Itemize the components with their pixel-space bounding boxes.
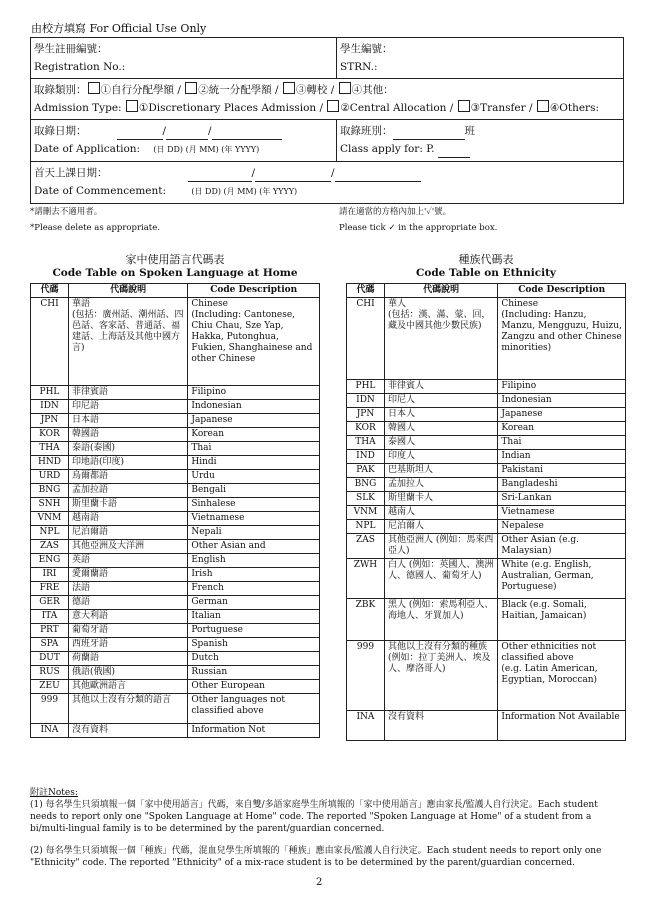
lang-cell-code: GER [31, 596, 69, 610]
class-label-en: Class apply for: P. [340, 143, 435, 155]
lang-code-table [30, 283, 320, 738]
eth-cell-desc-en: Indonesian [498, 394, 626, 408]
eth-row [347, 380, 626, 394]
appdate-line-en [34, 140, 333, 159]
lang-cell-desc-zh: 越南語 [68, 512, 187, 526]
lang-cell-desc-zh: 意大利語 [68, 610, 187, 624]
lang-row [31, 498, 320, 512]
eth-row [347, 478, 626, 492]
class-line-zh [340, 122, 620, 140]
lang-cell-code: VNM [31, 512, 69, 526]
option-transfer-en: ③Transfer / [470, 102, 536, 114]
lang-header-en: Code Description [188, 284, 320, 298]
lang-row [31, 582, 320, 596]
eth-cell-desc-zh: 斯里蘭卡人 [384, 492, 497, 506]
lang-cell-desc-zh: 斯里蘭卡語 [68, 498, 187, 512]
eth-table-title [346, 253, 626, 280]
eth-cell-desc-zh: 日本人 [384, 408, 497, 422]
eth-cell-desc-en: Sri-Lankan [498, 492, 626, 506]
reg-label-zh: 學生註冊編號： [34, 43, 108, 55]
lang-cell-code: URD [31, 470, 69, 484]
class-field[interactable] [393, 129, 465, 140]
eth-row [347, 559, 626, 599]
lang-cell-desc-en: Portuguese [188, 624, 320, 638]
lang-row [31, 512, 320, 526]
lang-cell-code: CHI [31, 298, 69, 386]
lang-cell-desc-zh: 其他歐洲語言 [68, 680, 187, 694]
lang-cell-code: BNG [31, 484, 69, 498]
lang-cell-desc-en: English [188, 554, 320, 568]
lang-cell-desc-zh: 英語 [68, 554, 187, 568]
appdate-label-en: Date of Application: [34, 143, 141, 155]
lang-cell-code: THA [31, 442, 69, 456]
lang-cell-code: RUS [31, 666, 69, 680]
option-transfer-zh: ③轉校 / [295, 84, 338, 96]
comm-month-field[interactable] [255, 171, 331, 182]
eth-cell-desc-en: Bangladeshi [498, 478, 626, 492]
lang-cell-desc-en: French [188, 582, 320, 596]
admission-cell [31, 79, 623, 119]
lang-cell-desc-zh: 孟加拉語 [68, 484, 187, 498]
lang-row [31, 526, 320, 540]
registration-cell [31, 38, 337, 78]
lang-row [31, 652, 320, 666]
comm-label-en: Date of Commencement: [34, 185, 167, 197]
eth-cell-code: INA [347, 711, 385, 741]
commencement-row [31, 162, 623, 203]
lang-cell-desc-zh: 沒有資料 [68, 724, 187, 738]
lang-cell-desc-en: Hindi [188, 456, 320, 470]
lang-header-zh: 代碼說明 [68, 284, 187, 298]
lang-cell-code: FRE [31, 582, 69, 596]
lang-row [31, 666, 320, 680]
lang-cell-desc-zh: 葡萄牙語 [68, 624, 187, 638]
lang-cell-code: HND [31, 456, 69, 470]
class-p-field[interactable] [438, 147, 470, 158]
lang-title-en: Code Table on Spoken Language at Home [52, 267, 298, 279]
eth-row [347, 534, 626, 559]
lang-row [31, 400, 320, 414]
eth-cell-code: IND [347, 450, 385, 464]
lang-cell-desc-zh: 其他亞洲及大洋洲 [68, 540, 187, 554]
admission-label-en: Admission Type: [34, 102, 125, 114]
eth-cell-desc-en: Korean [498, 422, 626, 436]
eth-cell-desc-zh: 其他亞洲人 (例如：馬來西亞人) [384, 534, 497, 559]
lang-cell-desc-en: Filipino [188, 386, 320, 400]
note-1: (1) 每名學生只須填報一個「家中使用語言」代碼，來自雙/多語家庭學生所填報的「家中使用語言」應由家長/監護人自行決定。Each student needs to report only one "Spoken Language at Home" code. The reported "Spoken Language at Home" of a student from a bi/multi-lingual family is to be determined by the parent/guardian concerned. [30, 800, 598, 834]
checkbox-central-en[interactable] [327, 100, 339, 112]
eth-cell-desc-en: Thai [498, 436, 626, 450]
lang-cell-desc-zh: 華語 (包括：廣州話、潮州話、四邑話、客家話、普通話、福建話、上海話及其他中國方言) [68, 298, 187, 386]
eth-cell-desc-en: Other ethnicities not classified above (e.g. Latin American, Egyptian, Moroccan) [498, 641, 626, 711]
lang-row [31, 414, 320, 428]
comm-day-field[interactable] [188, 171, 252, 182]
lang-row [31, 456, 320, 470]
eth-cell-desc-en: Nepalese [498, 520, 626, 534]
lang-cell-code: PHL [31, 386, 69, 400]
lang-cell-code: IDN [31, 400, 69, 414]
eth-cell-desc-zh: 韓國人 [384, 422, 497, 436]
lang-cell-desc-en: Other European [188, 680, 320, 694]
option-others-zh: ④其他： [351, 84, 394, 96]
lang-cell-desc-zh: 韓國語 [68, 428, 187, 442]
eth-cell-desc-en: Information Not Available [498, 711, 626, 741]
comm-parts: (日 DD) (月 MM) (年 YYYY) [191, 187, 298, 196]
lang-row [31, 428, 320, 442]
eth-cell-desc-en: Filipino [498, 380, 626, 394]
tick-note-en: Please tick ✓ in the appropriate box. [339, 223, 498, 233]
note-2: (2) 每名學生只須填報一個「種族」代碼，混血兒學生所填報的「種族」應由家長/監護人自行決定。Each student needs to report only one "Ethnicity" code. The reported "Ethnicity" of a mix-race student is to be determined by the parent/guardian concerned. [30, 846, 602, 868]
eth-row [347, 711, 626, 741]
eth-cell-desc-zh: 白人 (例如：英國人、澳洲人、德國人、葡萄牙人) [384, 559, 497, 599]
eth-cell-code: CHI [347, 298, 385, 380]
eth-row [347, 450, 626, 464]
lang-cell-desc-zh: 尼泊爾語 [68, 526, 187, 540]
eth-cell-desc-zh: 黑人 (例如：索馬利亞人、海地人、牙買加人) [384, 599, 497, 641]
lang-cell-code: 999 [31, 694, 69, 724]
delete-note-en: *Please delete as appropriate. [30, 223, 160, 233]
eth-row [347, 641, 626, 711]
delete-note-zh: *請刪去不適用者。 [30, 207, 103, 217]
comm-year-field[interactable] [335, 171, 421, 182]
lang-cell-desc-en: Korean [188, 428, 320, 442]
lang-cell-desc-en: Italian [188, 610, 320, 624]
checkbox-others[interactable] [339, 82, 351, 94]
lang-cell-desc-en: Spanish [188, 638, 320, 652]
lang-cell-desc-en: Russian [188, 666, 320, 680]
lang-cell-code: JPN [31, 414, 69, 428]
lang-cell-desc-en: Urdu [188, 470, 320, 484]
checkbox-others-en[interactable] [537, 100, 549, 112]
lang-cell-desc-zh: 德語 [68, 596, 187, 610]
lang-row [31, 624, 320, 638]
lang-cell-desc-en: Dutch [188, 652, 320, 666]
appdate-year-field[interactable] [212, 129, 282, 140]
lang-cell-desc-zh: 印尼語 [68, 400, 187, 414]
eth-row [347, 599, 626, 641]
eth-row [347, 436, 626, 450]
lang-cell-desc-en: Indonesian [188, 400, 320, 414]
appdate-day-field[interactable] [117, 129, 163, 140]
lang-cell-code: ENG [31, 554, 69, 568]
checkbox-discretionary[interactable] [88, 82, 100, 94]
eth-cell-code: PHL [347, 380, 385, 394]
eth-cell-code: ZAS [347, 534, 385, 559]
eth-cell-desc-en: White (e.g. English, Australian, German, Portuguese) [498, 559, 626, 599]
delete-note [30, 205, 160, 233]
official-use-box [30, 37, 624, 204]
lang-cell-desc-zh: 西班牙語 [68, 638, 187, 652]
admission-line-en [34, 99, 620, 117]
lang-cell-desc-zh: 愛爾蘭語 [68, 568, 187, 582]
lang-row [31, 470, 320, 484]
checkbox-central[interactable] [185, 82, 197, 94]
lang-row [31, 386, 320, 400]
option-discretionary-zh: ①自行分配學額 / [100, 84, 185, 96]
eth-row [347, 492, 626, 506]
lang-row [31, 442, 320, 456]
class-line-en [340, 140, 620, 158]
lang-cell-code: ITA [31, 610, 69, 624]
lang-cell-desc-en: Thai [188, 442, 320, 456]
lang-row [31, 610, 320, 624]
lang-cell-desc-zh: 泰語(泰國) [68, 442, 187, 456]
eth-title-zh: 種族代碼表 [458, 253, 514, 266]
eth-cell-desc-en: Indian [498, 450, 626, 464]
lang-cell-desc-en: Information Not [188, 724, 320, 738]
tick-note [339, 205, 497, 233]
option-central-zh: ②統一分配學額 / [198, 84, 282, 96]
lang-cell-desc-en: Irish [188, 568, 320, 582]
eth-cell-desc-zh: 越南人 [384, 506, 497, 520]
eth-cell-code: BNG [347, 478, 385, 492]
lang-row [31, 554, 320, 568]
lang-cell-code: SPA [31, 638, 69, 652]
strn-cell [337, 38, 623, 78]
lang-cell-desc-zh: 印地語(印度) [68, 456, 187, 470]
lang-table-title [30, 253, 320, 280]
eth-cell-code: PAK [347, 464, 385, 478]
lang-row [31, 694, 320, 724]
eth-cell-code: KOR [347, 422, 385, 436]
eth-cell-desc-zh: 泰國人 [384, 436, 497, 450]
checkbox-discretionary-en[interactable] [126, 100, 138, 112]
application-date-cell [31, 120, 337, 161]
lang-cell-code: ZAS [31, 540, 69, 554]
lang-row [31, 484, 320, 498]
eth-row [347, 520, 626, 534]
lang-cell-desc-zh: 菲律賓語 [68, 386, 187, 400]
lang-row [31, 638, 320, 652]
eth-header-en: Code Description [498, 284, 626, 298]
lang-row [31, 540, 320, 554]
admission-line-zh [34, 81, 620, 99]
comm-line-zh: 首天上課日期： / / [34, 164, 620, 182]
eth-code-table [346, 283, 626, 741]
lang-row [31, 680, 320, 694]
appdate-parts: (日 DD) (月 MM) (年 YYYY) [153, 145, 260, 154]
eth-header-zh: 代碼說明 [384, 284, 497, 298]
eth-cell-desc-en: Japanese [498, 408, 626, 422]
class-cell [337, 120, 623, 161]
eth-cell-desc-en: Other Asian (e.g. Malaysian) [498, 534, 626, 559]
appdate-label-zh: 取錄日期： [34, 125, 87, 137]
eth-cell-desc-zh: 印度人 [384, 450, 497, 464]
lang-cell-desc-en: Bengali [188, 484, 320, 498]
lang-row [31, 568, 320, 582]
lang-title-zh: 家中使用語言代碼表 [125, 253, 225, 266]
checkbox-transfer[interactable] [283, 82, 295, 94]
eth-cell-code: 999 [347, 641, 385, 711]
lang-cell-desc-zh: 法語 [68, 582, 187, 596]
option-discretionary-en: ①Discretionary Places Admission / [138, 102, 327, 114]
lang-cell-desc-en: Sinhalese [188, 498, 320, 512]
lang-cell-desc-en: Other languages not classified above [188, 694, 320, 724]
comm-line-en [34, 182, 620, 201]
eth-cell-desc-zh: 尼泊爾人 [384, 520, 497, 534]
appdate-line-zh: 取錄日期： / / [34, 122, 333, 140]
strn-label-zh: 學生編號： [340, 43, 393, 55]
eth-cell-code: JPN [347, 408, 385, 422]
eth-cell-code: ZBK [347, 599, 385, 641]
eth-row [347, 298, 626, 380]
strn-label-en: STRN.: [340, 61, 378, 73]
lang-cell-desc-en: Vietnamese [188, 512, 320, 526]
eth-cell-desc-zh: 沒有資料 [384, 711, 497, 741]
comm-label-zh: 首天上課日期： [34, 167, 108, 179]
eth-cell-desc-zh: 印尼人 [384, 394, 497, 408]
eth-cell-desc-zh: 菲律賓人 [384, 380, 497, 394]
admission-label-zh: 取錄類別： [34, 84, 87, 96]
eth-cell-desc-en: Vietnamese [498, 506, 626, 520]
class-label-zh: 取錄班別： [340, 125, 393, 137]
eth-cell-desc-en: Chinese (Including: Hanzu, Manzu, Mengguzu, Huizu, Zangzu and other Chinese minorities) [498, 298, 626, 380]
eth-cell-code: THA [347, 436, 385, 450]
eth-cell-code: IDN [347, 394, 385, 408]
admission-type-row [31, 79, 623, 120]
lang-cell-desc-zh: 其他以上沒有分類的語言 [68, 694, 187, 724]
eth-cell-desc-zh: 巴基斯坦人 [384, 464, 497, 478]
lang-cell-code: PRT [31, 624, 69, 638]
eth-title-en: Code Table on Ethnicity [415, 267, 557, 279]
lang-cell-desc-zh: 烏爾都語 [68, 470, 187, 484]
lang-header-code: 代碼 [31, 284, 69, 298]
option-others-en: ④Others: [549, 102, 600, 114]
lang-cell-code: KOR [31, 428, 69, 442]
footnotes [30, 787, 620, 869]
reg-label-en: Registration No.: [34, 61, 126, 73]
lang-cell-desc-zh: 荷蘭語 [68, 652, 187, 666]
lang-cell-desc-en: Chinese (Including: Cantonese, Chiu Chau, Sze Yap, Hakka, Putonghua, Fukien, Shanghainese and other Chinese [188, 298, 320, 386]
notes-title: 附註Notes: [30, 788, 78, 798]
lang-cell-code: DUT [31, 652, 69, 666]
commencement-cell [31, 162, 623, 203]
lang-row [31, 298, 320, 386]
eth-row [347, 408, 626, 422]
eth-cell-code: VNM [347, 506, 385, 520]
option-central-en: ②Central Allocation / [340, 102, 457, 114]
eth-cell-desc-zh: 華人 (包括：漢、滿、蒙、回，藏及中國其他少數民族) [384, 298, 497, 380]
lang-cell-code: ZEU [31, 680, 69, 694]
tick-note-zh: 請在適當的方格內加上'✓'號。 [339, 207, 452, 217]
eth-row [347, 506, 626, 520]
eth-cell-desc-zh: 孟加拉人 [384, 478, 497, 492]
eth-header-code: 代碼 [347, 284, 385, 298]
lang-row [31, 724, 320, 738]
eth-cell-code: SLK [347, 492, 385, 506]
checkbox-transfer-en[interactable] [458, 100, 470, 112]
lang-cell-desc-en: Japanese [188, 414, 320, 428]
lang-cell-desc-zh: 日本語 [68, 414, 187, 428]
appdate-month-field[interactable] [166, 129, 208, 140]
lang-cell-code: SNH [31, 498, 69, 512]
lang-cell-desc-en: German [188, 596, 320, 610]
official-use-header: 由校方填寫 For Official Use Only [31, 22, 207, 35]
lang-cell-desc-zh: 俄語(俄國) [68, 666, 187, 680]
registration-row [31, 38, 623, 79]
lang-cell-desc-en: Nepali [188, 526, 320, 540]
eth-cell-code: ZWH [347, 559, 385, 599]
eth-row [347, 394, 626, 408]
class-suffix: 班 [464, 125, 475, 137]
lang-cell-code: INA [31, 724, 69, 738]
application-date-row [31, 120, 623, 162]
page-number: 2 [316, 877, 323, 888]
eth-cell-code: NPL [347, 520, 385, 534]
eth-row [347, 422, 626, 436]
lang-cell-code: NPL [31, 526, 69, 540]
lang-cell-desc-en: Other Asian and [188, 540, 320, 554]
eth-cell-desc-en: Black (e.g. Somali, Haitian, Jamaican) [498, 599, 626, 641]
eth-row [347, 464, 626, 478]
lang-cell-code: IRI [31, 568, 69, 582]
eth-cell-desc-en: Pakistani [498, 464, 626, 478]
eth-cell-desc-zh: 其他以上沒有分類的種族 (例如：拉丁美洲人、埃及人、摩洛哥人) [384, 641, 497, 711]
lang-row [31, 596, 320, 610]
